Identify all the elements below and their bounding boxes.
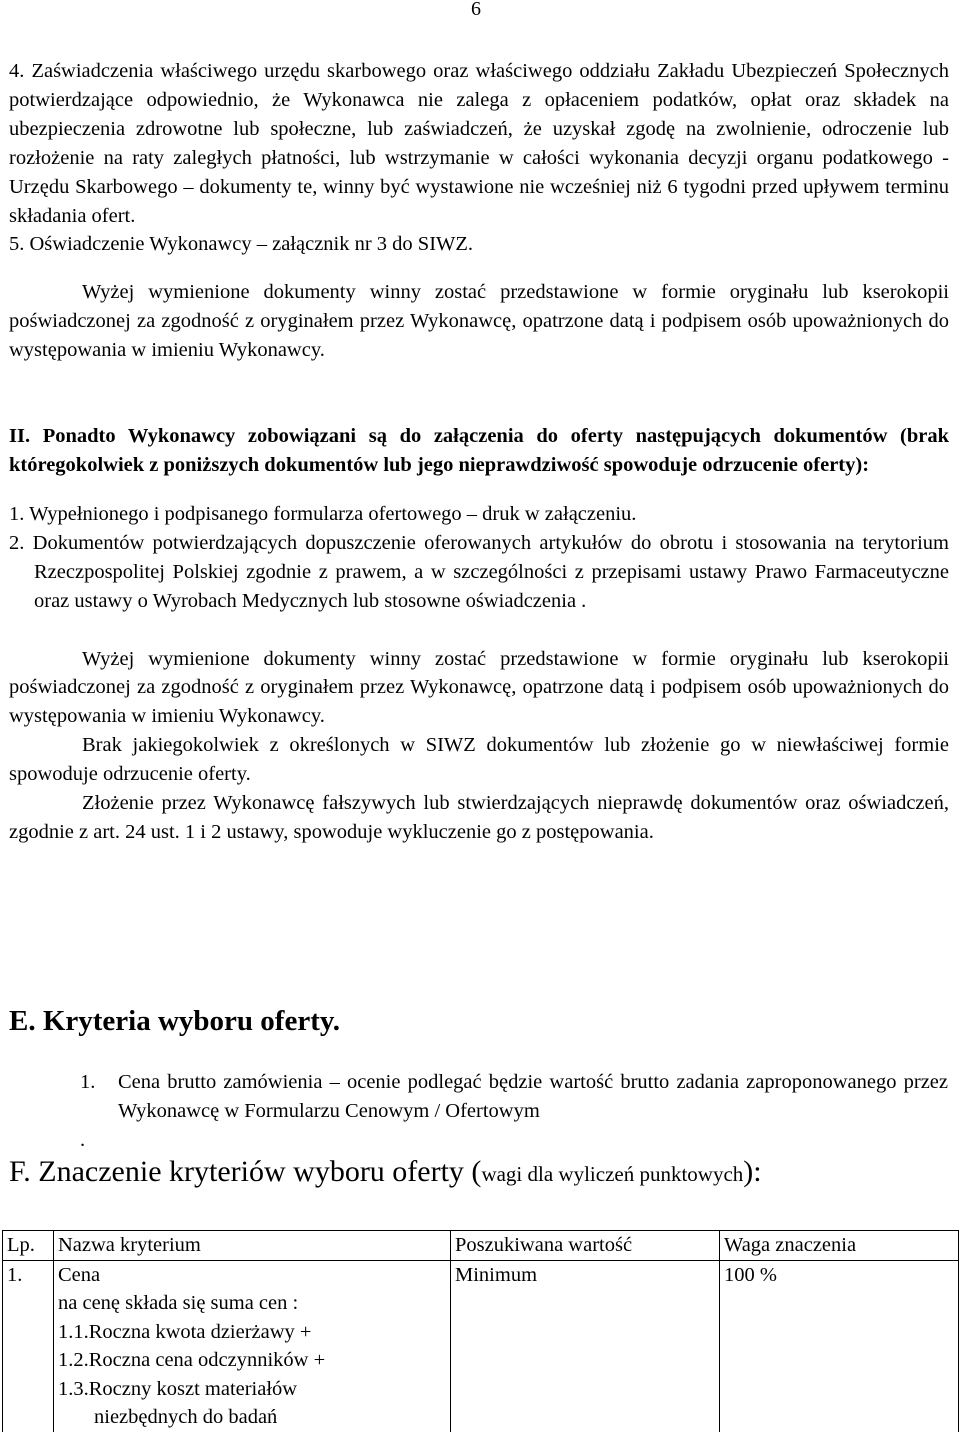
cell-lp: 1. [3, 1260, 54, 1432]
documents-form-paragraph: Wyżej wymienione dokumenty winny zostać przedstawione w formie oryginału lub kserokopii poświadczonej za zgodność z oryginałem przez Wykonawcę, opatrzone datą i podpisem osób upoważnionych do występowania w imieniu Wykonawcy. [9, 281, 949, 362]
section-ii-number: II. [9, 425, 31, 448]
header-desired-value: Poszukiwana wartość [451, 1231, 720, 1261]
document-body [9, 57, 949, 847]
section-f-title-main: F. Znaczenie kryteriów wyboru oferty ( [9, 1155, 482, 1188]
section-ii-item-1: 1. Wypełnionego i podpisanego formularza ofertowego – druk w załączeniu. [9, 502, 637, 525]
page-number: 6 [471, 0, 481, 20]
criterion-item-3-cont: niezbędnych do badań [94, 1406, 278, 1428]
documents-form-paragraph-2: Wyżej wymienione dokumenty winny zostać przedstawione w formie oryginału lub kserokopii poświadczonej za zgodność z oryginałem przez Wykonawcę, opatrzone datą i podpisem osób upoważnionych do występowania w imieniu Wykonawcy. [9, 647, 949, 728]
rejection-paragraph: Brak jakiegokolwiek z określonych w SIWZ dokumentów lub złożenie go w niewłaściwej formie spowoduje odrzucenie oferty. [9, 734, 949, 786]
section-ii-text: Ponadto Wykonawcy zobowiązani są do załączenia do oferty następujących dokumentów (brak któregokolwiek z poniższych dokumentów lub jego nieprawdziwość spowoduje odrzucenie oferty): [9, 425, 950, 476]
criteria-item-text: Cena brutto zamówienia – ocenie podlegać będzie wartość brutto zadania zaproponowanego przez Wykonawcę w Formularzu Cenowym / Ofertowym [118, 1071, 948, 1122]
exclusion-paragraph: Złożenie przez Wykonawcę fałszywych lub stwierdzających nieprawdę dokumentów oraz oświadczeń, zgodnie z art. 24 ust. 1 i 2 ustawy, spowoduje wykluczenie go z postępowania. [9, 792, 949, 843]
criteria-item-number: 1. [80, 1071, 96, 1093]
criterion-item-3: 1.3.Roczny koszt materiałów [58, 1377, 298, 1400]
table-header-row [3, 1231, 959, 1261]
criterion-item-1: 1.1.Roczna kwota dzierżawy + [58, 1320, 312, 1343]
section-f-title-small: wagi dla wyliczeń punktowych [481, 1162, 744, 1186]
section-f-title-end: ): [743, 1155, 762, 1188]
section-e-title: E. Kryteria wyboru oferty. [9, 1005, 341, 1037]
header-lp: Lp. [3, 1231, 54, 1261]
criteria-item-1 [80, 1068, 948, 1126]
section-f-title [9, 1153, 762, 1193]
header-criterion-name: Nazwa kryterium [54, 1231, 451, 1261]
cell-criterion-name [54, 1260, 451, 1432]
header-weight: Waga znaczenia [720, 1231, 959, 1261]
item-5-contractor-statement: 5. Oświadczenie Wykonawcy – załącznik nr 3 do SIWZ. [9, 233, 474, 256]
criterion-note: na cenę składa się suma cen : [58, 1292, 299, 1314]
criterion-name: Cena [58, 1263, 101, 1286]
section-ii-heading [9, 422, 949, 480]
item-4-tax-certificates: 4. Zaświadczenia właściwego urzędu skarbowego oraz właściwego oddziału Zakładu Ubezpieczeń Społecznych potwierdzające odpowiednio, że Wykonawca nie zalega z opłaceniem podatków, opłat oraz składek na ubezpieczenia zdrowotne lub społeczne, lub zaświadczeń, że uzyskał zgodę na zwolnienie, odroczenie lub rozłożenie na raty zaległych płatności, lub wstrzymanie w całości wykonania decyzji organu podatkowego - Urzędu Skarbowego – dokumenty te, winny być wystawione nie wcześniej niż 6 tygodni przed upływem terminu składania ofert. [9, 60, 949, 227]
cell-desired-value: Minimum [451, 1260, 720, 1432]
table-row [3, 1260, 959, 1432]
cell-weight: 100 % [720, 1260, 959, 1432]
criteria-weights-table [2, 1230, 959, 1432]
section-ii-item-2: 2. Dokumentów potwierdzających dopuszczenie oferowanych artykułów do obrotu i stosowania na terytorium Rzeczpospolitej Polskiej zgodnie z prawem, a w szczególności z przepisami ustawy Prawo Farmaceutyczne oraz ustawy o Wyrobach Medycznych lub stosowne oświadczenia . [9, 531, 949, 612]
criterion-item-2: 1.2.Roczna cena odczynników + [58, 1349, 326, 1371]
trailing-dot: . [80, 1129, 86, 1151]
